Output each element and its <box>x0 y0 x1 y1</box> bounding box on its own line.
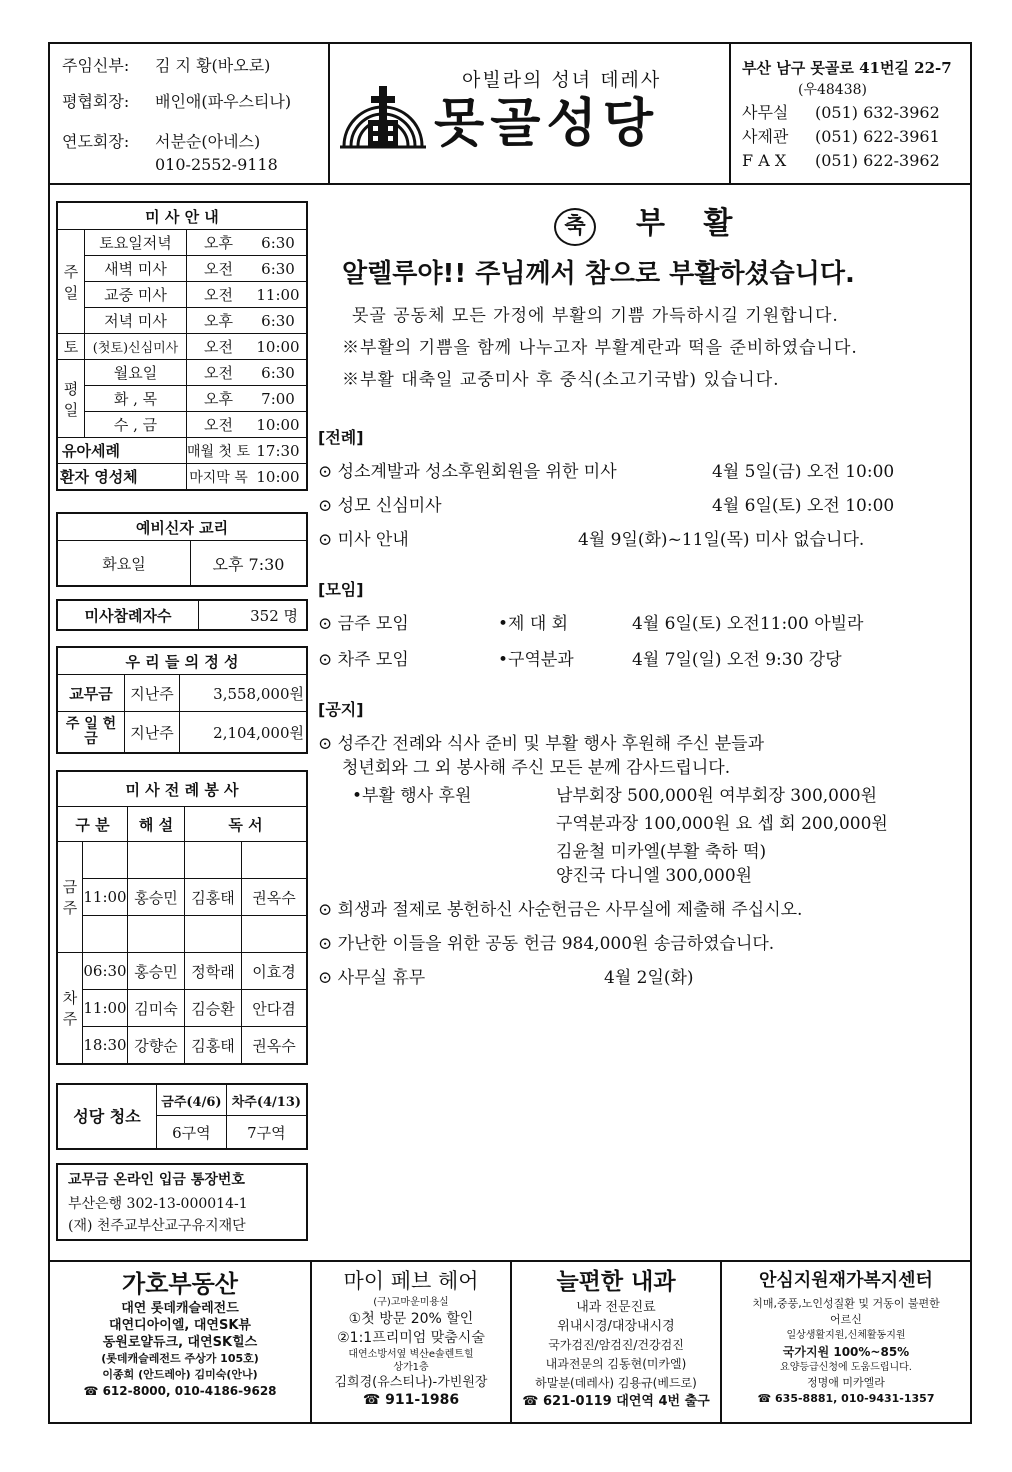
council-name: 배인애(파우스티나) <box>155 92 292 111</box>
server-reader: 김홍태 <box>185 879 242 916</box>
ad-line: 이종희 (안드레아) 김미숙(안나) <box>102 1368 258 1381</box>
sponsor-line: 김윤철 미카엘(부활 축하 떡) <box>556 842 767 862</box>
church-logo-icon <box>338 82 428 150</box>
next-week-label: 차주 <box>57 953 83 1065</box>
feast-title: 부 활 <box>636 206 747 241</box>
server-time: 11:00 <box>83 879 128 916</box>
ad-line: 하말분(데레사) 김용규(베드로) <box>535 1376 697 1390</box>
mass-name: 새벽 미사 <box>85 256 187 282</box>
mass-name: 화 , 목 <box>85 386 187 412</box>
server-time: 11:00 <box>83 990 128 1027</box>
mass-ampm: 오전 <box>187 282 251 308</box>
server-reader: 권옥수 <box>242 879 308 916</box>
ad-line: 상가1층 <box>393 1362 429 1373</box>
server-time <box>83 916 128 953</box>
contact-office-value: (051) 632-3962 <box>815 103 940 122</box>
cleaning-next-week-value: 7구역 <box>226 1116 307 1150</box>
catechumen-day: 화요일 <box>57 541 191 587</box>
offering-label: 교무금 <box>57 675 125 712</box>
liturgy-item: ⊙ 미사 안내 <box>318 530 409 550</box>
server-reader <box>185 842 242 879</box>
ad-line: 치매,중풍,노인성질환 및 거동이 불편한 <box>752 1297 940 1310</box>
cleaning-table <box>56 1083 308 1150</box>
mass-ampm: 오전 <box>187 360 251 386</box>
liturgy-when: 4월 5일(금) 오전 10:00 <box>712 462 895 482</box>
mass-time: 6:30 <box>250 230 307 256</box>
servers-header-commentator: 해 설 <box>128 807 185 842</box>
liturgy-item: ⊙ 성소계발과 성소후원회원을 위한 미사 <box>318 462 617 482</box>
meeting-group: •구역분과 <box>498 650 574 670</box>
ad-line: 정명애 미카엘라 <box>807 1376 885 1389</box>
offering-label: 주 일 헌 금 <box>57 712 125 754</box>
liturgy-heading: [전례] <box>318 428 364 447</box>
liturgy-when: 4월 9일(화)~11일(목) 미사 없습니다. <box>578 530 865 550</box>
attendance-value: 352 명 <box>199 600 308 630</box>
legion-label: 연도회장: <box>62 132 130 151</box>
ad-line: ☎ 911-1986 <box>362 1392 460 1408</box>
catechumen-table <box>56 512 308 587</box>
offering-amount: 2,104,000원 <box>180 712 308 754</box>
server-commentator <box>128 916 185 953</box>
notice-office-closed: ⊙ 사무실 휴무 <box>318 968 426 988</box>
contact-office-label: 사무실 <box>742 103 789 122</box>
ad-line: 내과 전문진료 <box>576 1300 656 1315</box>
meeting-when: 4월 7일(일) 오전 9:30 강당 <box>632 650 842 670</box>
patron-saint: 아빌라의 성녀 데레사 <box>462 69 662 91</box>
legion-phone: 010-2552-9118 <box>155 155 278 174</box>
mass-ampm: 오후 <box>187 308 251 334</box>
ad-line: ☎ 635-8881, 010-9431-1357 <box>757 1392 935 1405</box>
headline: 알렐루야!! 주님께서 참으로 부활하셨습니다. <box>342 259 855 289</box>
council-label: 평협회장: <box>62 92 130 111</box>
mass-name: 월요일 <box>85 360 187 386</box>
sick-communion-when: 마지막 목 <box>187 464 251 491</box>
baptism-time: 17:30 <box>250 438 307 464</box>
weekday-label: 평일 <box>57 360 85 438</box>
server-reader: 권옥수 <box>242 1027 308 1065</box>
ad-line: (구)고마운미용실 <box>373 1297 449 1308</box>
ad-line: 위내시경/대장내시경 <box>557 1319 675 1334</box>
ad-welfare-center <box>722 1262 970 1424</box>
mass-time: 7:00 <box>250 386 307 412</box>
server-reader: 안다겸 <box>242 990 308 1027</box>
ad-line: ②1:1프리미엄 맞춤시술 <box>337 1330 485 1346</box>
mass-name: 저녁 미사 <box>85 308 187 334</box>
notice-thanks-line2: 청년회와 그 외 봉사해 주신 모든 분께 감사드립니다. <box>342 758 731 778</box>
meeting-item: ⊙ 차주 모임 <box>318 650 409 670</box>
mass-schedule-table <box>56 201 308 491</box>
this-week-label: 금주 <box>57 842 83 953</box>
header-right-divider <box>729 42 731 184</box>
attendance-table <box>56 599 308 631</box>
ad-title: 마이 페브 헤어 <box>343 1269 479 1293</box>
sponsor-line: 남부회장 500,000원 여부회장 300,000원 <box>556 786 878 806</box>
legion-name: 서분순(아네스) <box>155 132 261 151</box>
sick-communion-time: 10:00 <box>250 464 307 491</box>
mass-ampm: 오후 <box>187 386 251 412</box>
notice-thanks-line1: ⊙ 성주간 전례와 식사 준비 및 부활 행사 후원해 주신 분들과 <box>318 734 764 754</box>
account-holder: (재) 천주교부산교구유지재단 <box>68 1218 246 1234</box>
server-commentator: 홍승민 <box>128 953 185 990</box>
server-reader <box>185 916 242 953</box>
server-time: 06:30 <box>83 953 128 990</box>
ad-line: 국가검진/암검진/건강검진 <box>548 1338 684 1352</box>
ad-clinic <box>512 1262 720 1424</box>
ad-line: 대연디아이엘, 대연SK뷰 <box>109 1318 251 1333</box>
attendance-label: 미사참례자수 <box>57 600 199 630</box>
ad-line: ①첫 방문 20% 할인 <box>348 1311 474 1327</box>
ad-line: 요양등급신청에 도움드립니다. <box>780 1362 912 1373</box>
intro-line: ※부활 대축일 교중미사 후 중식(소고기국밥) 있습니다. <box>342 370 780 390</box>
contact-rectory-value: (051) 622-3961 <box>815 127 940 146</box>
ad-line: 국가지원 100%~85% <box>782 1345 910 1359</box>
ad-title: 늘편한 내과 <box>556 1269 676 1295</box>
account-title: 교무금 온라인 입금 통장번호 <box>68 1172 245 1188</box>
sunday-label: 주일 <box>57 230 85 334</box>
sponsor-label: •부활 행사 후원 <box>352 786 472 806</box>
meeting-heading: [모임] <box>318 580 364 599</box>
offering-table <box>56 646 308 754</box>
mass-name: 수 , 금 <box>85 412 187 438</box>
meeting-item: ⊙ 금주 모임 <box>318 614 409 634</box>
cleaning-label: 성당 청소 <box>57 1084 157 1149</box>
ad-line: 동원로얄듀크, 대연SK힐스 <box>102 1335 258 1350</box>
ad-line: 어르신 <box>830 1313 862 1326</box>
server-commentator: 김미숙 <box>128 990 185 1027</box>
cleaning-this-week-label: 금주(4/6) <box>157 1084 227 1116</box>
server-reader: 이효경 <box>242 953 308 990</box>
mass-time: 10:00 <box>250 334 307 360</box>
server-commentator: 강향순 <box>128 1027 185 1065</box>
contact-fax-label: F A X <box>742 151 787 170</box>
server-reader: 정학래 <box>185 953 242 990</box>
mass-name: (첫토)신심미사 <box>85 334 187 360</box>
ad-line: ☎ 621-0119 대연역 4번 출구 <box>522 1394 710 1409</box>
baptism-when: 매월 첫 토 <box>187 438 251 464</box>
meeting-group: •제 대 회 <box>498 614 569 634</box>
meeting-when: 4월 6일(토) 오전11:00 아빌라 <box>632 614 864 634</box>
cleaning-next-week-label: 차주(4/13) <box>226 1084 307 1116</box>
ad-line: 내과전문의 김동현(미카엘) <box>545 1357 687 1371</box>
sponsor-line: 구역분과장 100,000원 요 셉 회 200,000원 <box>556 814 888 834</box>
mass-time: 11:00 <box>250 282 307 308</box>
server-time <box>83 842 128 879</box>
sick-communion-label: 환자 영성체 <box>57 464 187 491</box>
liturgy-item: ⊙ 성모 신심미사 <box>318 496 442 516</box>
sponsor-line: 양진국 다니엘 300,000원 <box>556 866 753 886</box>
header-left-divider <box>328 42 330 184</box>
server-commentator: 홍승민 <box>128 879 185 916</box>
server-commentator <box>128 842 185 879</box>
liturgy-when: 4월 6일(토) 오전 10:00 <box>712 496 895 516</box>
server-reader: 김승환 <box>185 990 242 1027</box>
mass-time: 6:30 <box>250 308 307 334</box>
offering-period: 지난주 <box>125 712 180 754</box>
priest-name: 김 지 황(바오로) <box>155 56 271 75</box>
catechumen-title: 예비신자 교리 <box>57 513 307 541</box>
mass-time: 6:30 <box>250 360 307 386</box>
notice-lent-offering: ⊙ 희생과 절제로 봉헌하신 사순헌금은 사무실에 제출해 주십시오. <box>318 900 803 920</box>
offering-period: 지난주 <box>125 675 180 712</box>
server-reader <box>242 842 308 879</box>
header-divider <box>48 183 972 185</box>
servers-header-division: 구 분 <box>57 807 128 842</box>
mass-name: 교중 미사 <box>85 282 187 308</box>
saturday-label: 토 <box>57 334 85 360</box>
intro-line: ※부활의 기쁨을 함께 나누고자 부활계란과 떡을 준비하였습니다. <box>342 338 858 358</box>
mass-time: 10:00 <box>250 412 307 438</box>
mass-servers-table <box>56 770 308 1065</box>
mass-ampm: 오후 <box>187 230 251 256</box>
ad-hair-salon <box>312 1262 510 1424</box>
offering-amount: 3,558,000원 <box>180 675 308 712</box>
ad-real-estate <box>50 1262 310 1424</box>
ad-line: 대연소방서옆 벽산e솔렌트힐 <box>348 1349 474 1360</box>
ad-line: (롯데캐슬레전드 주상가 105호) <box>101 1352 259 1365</box>
ad-line: 김희경(유스티나)-가빈원장 <box>334 1375 488 1390</box>
baptism-label: 유아세례 <box>57 438 187 464</box>
mass-servers-title: 미 사 전 례 봉 사 <box>57 771 307 807</box>
server-reader: 김홍태 <box>185 1027 242 1065</box>
address: 부산 남구 못골로 41번길 22-7 <box>742 59 952 77</box>
notice-office-closed-when: 4월 2일(화) <box>604 968 694 988</box>
ad-line: 일상생활지원,신체활동지원 <box>786 1330 906 1341</box>
server-reader <box>242 916 308 953</box>
contact-fax-value: (051) 622-3962 <box>815 151 940 170</box>
intro-line: 못골 공동체 모든 가정에 부활의 기쁨 가득하시길 기원합니다. <box>352 306 839 326</box>
offering-title: 우 리 들 의 정 성 <box>57 647 307 675</box>
mass-time: 6:30 <box>250 256 307 282</box>
mass-ampm: 오전 <box>187 412 251 438</box>
postcode: (우48438) <box>798 82 867 98</box>
church-name: 못골성당 <box>434 94 659 154</box>
priest-label: 주임신부: <box>62 56 130 75</box>
mass-ampm: 오전 <box>187 256 251 282</box>
feast-badge-icon: 축 <box>554 208 596 246</box>
servers-header-reader: 독 서 <box>185 807 308 842</box>
account-number: 부산은행 302-13-000014-1 <box>68 1196 248 1212</box>
ad-line: ☎ 612-8000, 010-4186-9628 <box>83 1384 277 1398</box>
ad-title: 가호부동산 <box>122 1270 238 1298</box>
mass-schedule-title: 미 사 안 내 <box>57 202 307 230</box>
ad-line: 대연 롯데캐슬레전드 <box>121 1301 239 1316</box>
ad-title: 안심지원재가복지센터 <box>759 1270 933 1291</box>
mass-name: 토요일저녁 <box>85 230 187 256</box>
notice-poor-offering: ⊙ 가난한 이들을 위한 공동 헌금 984,000원 송금하였습니다. <box>318 934 775 954</box>
mass-ampm: 오전 <box>187 334 251 360</box>
cleaning-this-week-value: 6구역 <box>157 1116 227 1150</box>
notice-heading: [공지] <box>318 700 364 719</box>
server-time: 18:30 <box>83 1027 128 1065</box>
contact-rectory-label: 사제관 <box>742 127 789 146</box>
catechumen-time: 오후 7:30 <box>191 541 308 587</box>
